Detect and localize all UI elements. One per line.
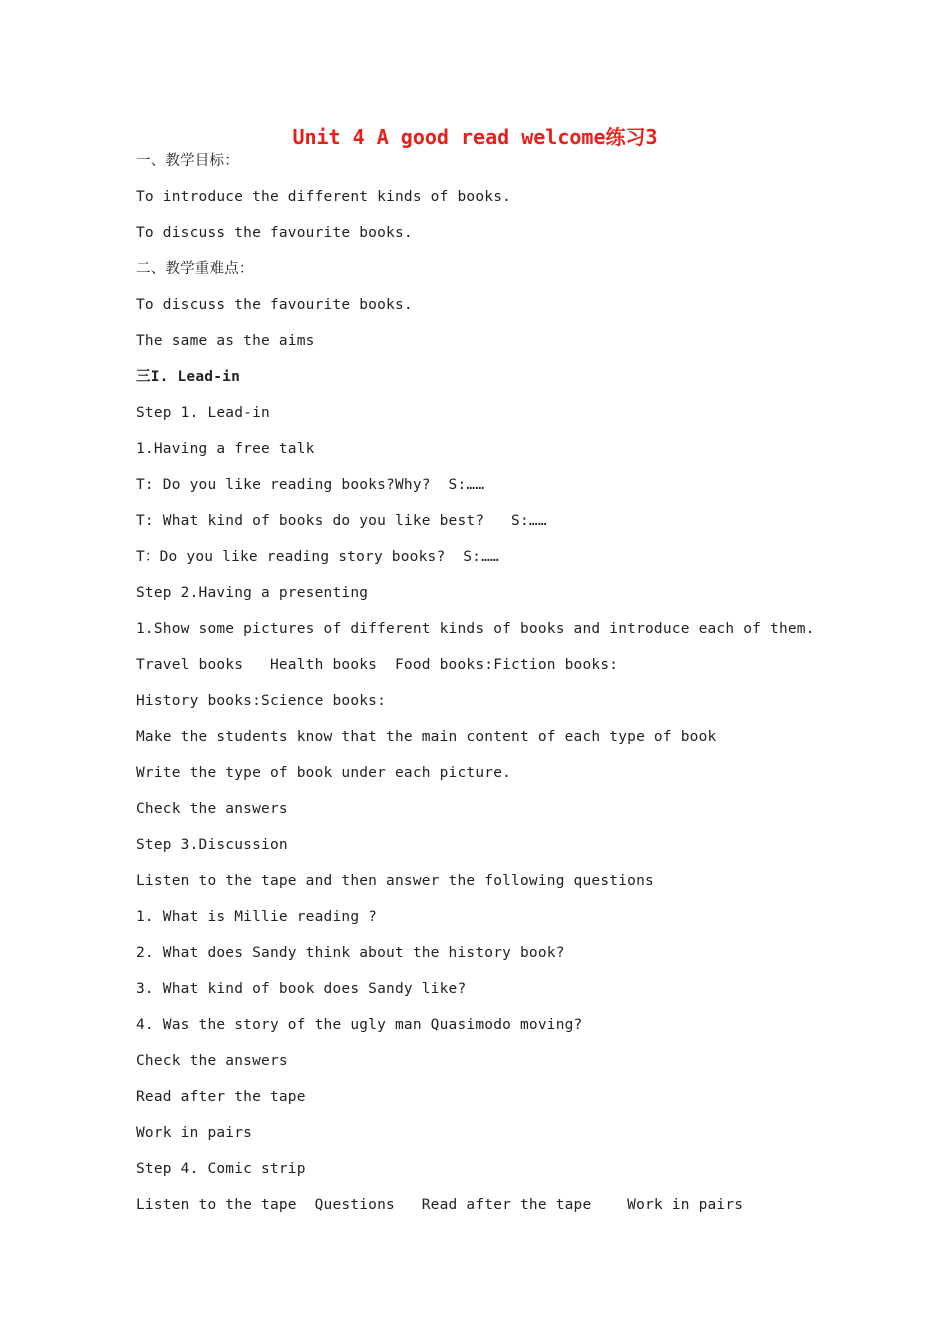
text-line: Step 1. Lead-in	[136, 405, 270, 421]
text-line: 2. What does Sandy think about the history book?	[136, 945, 565, 961]
text-line: To discuss the favourite books.	[136, 297, 413, 313]
text-line: Work in pairs	[136, 1125, 253, 1141]
text-line: 一、教学目标：	[136, 153, 239, 169]
text-line: Check the answers	[136, 1053, 288, 1069]
text-line: The same as the aims	[136, 333, 315, 349]
text-line: T: What kind of books do you like best? S:……	[136, 513, 547, 529]
text-line: Write the type of book under each picture.	[136, 765, 512, 781]
text-line: To discuss the favourite books.	[136, 225, 413, 241]
text-line: T: Do you like reading books?Why? S:……	[136, 477, 485, 493]
text-line: History books:Science books:	[136, 693, 387, 709]
text-line: Read after the tape	[136, 1089, 306, 1105]
text-line: Step 4. Comic strip	[136, 1161, 306, 1177]
text-line: 1.Having a free talk	[136, 441, 315, 457]
text-line: 1.Show some pictures of different kinds of books and introduce each of them.	[136, 621, 815, 637]
text-line: Step 2.Having a presenting	[136, 585, 369, 601]
text-line: T：Do you like reading story books? S:……	[136, 549, 499, 565]
text-line: 4. Was the story of the ugly man Quasimodo moving?	[136, 1017, 583, 1033]
text-line: 1. What is Millie reading ?	[136, 909, 378, 925]
text-line: Listen to the tape Questions Read after the tape Work in pairs	[136, 1197, 744, 1213]
text-line: 三I. Lead-in	[136, 369, 240, 385]
document-title: Unit 4 A good read welcome练习3	[292, 125, 658, 149]
text-line: Travel books Health books Food books:Fiction books:	[136, 657, 619, 673]
text-line: 二、教学重难点：	[136, 261, 254, 277]
text-line: Make the students know that the main content of each type of book	[136, 729, 717, 745]
text-line: To introduce the different kinds of books.	[136, 189, 512, 205]
text-line: 3. What kind of book does Sandy like?	[136, 981, 467, 997]
text-line: Check the answers	[136, 801, 288, 817]
text-line: Step 3.Discussion	[136, 837, 288, 853]
document-body	[136, 148, 916, 1228]
text-line: Listen to the tape and then answer the following questions	[136, 873, 654, 889]
